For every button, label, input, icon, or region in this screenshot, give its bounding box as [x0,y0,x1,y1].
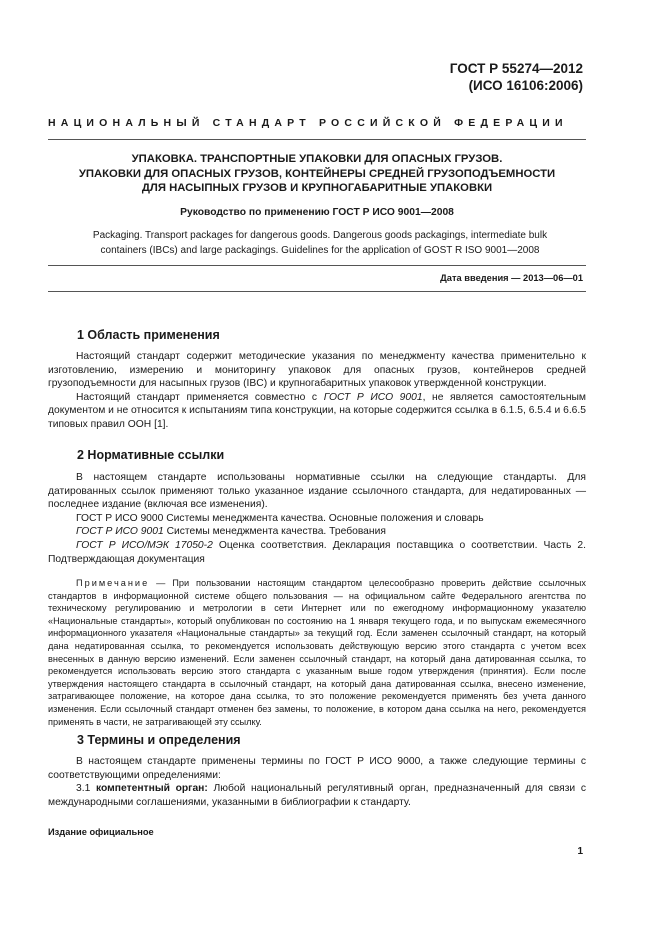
section-3-body [48,755,586,809]
text-span: , не является самостоятельным документом и не относится к испытаниям типа конструкции, на которые содержится ссылка в 6.1.5, 6.5.4 и 6.6.5 типовых правил ООН [1]. [48,391,587,430]
term-definition [48,782,586,809]
text-span: Системы менеджмента качества. Требования [163,526,386,538]
section-2-heading: 2 Нормативные ссылки [77,448,225,462]
document-subtitle: Руководство по применению ГОСТ Р ИСО 9001—2008 [180,207,454,218]
reference-code: ГОСТ Р ИСО/МЭК 17050-2 [76,539,213,551]
section-1-heading: 1 Область применения [77,328,220,342]
divider [48,139,586,140]
paragraph: В настоящем стандарте применены термины по ГОСТ Р ИСО 9000, а также следующие термины с соответствующими определениями: [48,756,586,781]
divider [48,291,586,292]
title-line: УПАКОВКИ ДЛЯ ОПАСНЫХ ГРУЗОВ, КОНТЕЙНЕРЫ СРЕДНЕЙ ГРУЗОПОДЪЕМНОСТИ [78,167,556,180]
reference-code: ГОСТ Р ИСО 9001 [76,526,164,538]
standard-code [450,60,583,94]
reference-code: ГОСТ Р ИСО 9001 [323,391,423,403]
note-text: — При пользовании настоящим стандартом целесообразно проверить действие ссылочных стандартов в информационной системе общего пользования — на официальном сайте Федерального агентства по техническому регулированию и метрологии в сети Интернет или по ежегодному информационному указателю «Национальные стандарты», который опубликован по состоянию на 1 января текущего года, и по выпускам ежемесячного информационного указателя «Национальные стандарты» за текущий год. Если заменен ссылочный стандарт, на который дана недатированная ссылка, то рекомендуется использовать действующую версию этого стандарта с учетом всех внесенных в данную версию изменений. Если заменен ссылочный стандарт, на который дана датированная ссылка, то рекомендуется использовать версию этого стандарта с указанным выше годом утверждения (принятия). Если после утверждения настоящего стандарта в ссылочный стандарт, на который дана датированная ссылка, внесено изменение, затрагивающее положение, на которое дана ссылка, то это положение рекомендуется применять без учета данного изменения. Если ссылочный стандарт отменен без замены, то положение, в котором дана ссылка на него, рекомендуется применять в части, не затрагивающей эту ссылку. [48,578,586,727]
iso-equivalent: (ИСО 16106:2006) [468,78,583,93]
english-title [60,229,580,258]
paragraph: В настоящем стандарте использованы нормативные ссылки на следующие стандарты. Для датированных ссылок применяют только указанное издание ссылочного стандарта, для недатированных — последнее издание (включая все изменения). [48,472,586,511]
term-number: 3.1 [76,783,96,795]
section-1-body [48,350,586,432]
text-span: Оценка соответствия. Декларация поставщика о соответствии. Часть 2. Подтверждающая документация [48,539,586,565]
note-label: Примечание [76,578,150,588]
term-text: Любой национальный регулятивный орган, предназначенный для связи с международными соглашениями, указанными в библиографии к стандарту. [48,783,586,808]
reference-item [48,539,586,566]
title-line: УПАКОВКА. ТРАНСПОРТНЫЕ УПАКОВКИ ДЛЯ ОПАСНЫХ ГРУЗОВ. [131,153,503,165]
paragraph: Настоящий стандарт содержит методические указания по менеджменту качества применительно к изготовлению, измерению и мониторингу упаковок для опасных грузов, контейнеров средней грузоподъемности для насыпных грузов (IBC) и крупногабаритных упаковок утвержденной конструкции. [48,351,586,390]
official-edition-label: Издание официальное [48,827,154,837]
english-title-line: containers (IBCs) and large packagings. Guidelines for the application of GOST R ISO 9001—2008 [100,244,540,256]
term-name: компетентный орган: [95,783,208,795]
divider [48,265,586,266]
section-3-heading: 3 Термины и определения [77,733,241,747]
national-standard-banner: НАЦИОНАЛЬНЫЙ СТАНДАРТ РОССИЙСКОЙ ФЕДЕРАЦИИ [48,117,568,129]
reference-item [48,525,586,539]
paragraph [48,391,586,432]
english-title-line: Packaging. Transport packages for dangerous goods. Dangerous goods packagings, intermediate bulk [92,230,548,241]
document-title [60,152,574,196]
title-line: ДЛЯ НАСЫПНЫХ ГРУЗОВ И КРУПНОГАБАРИТНЫЕ УПАКОВКИ [141,182,493,194]
page-number: 1 [577,846,583,857]
text-span: Настоящий стандарт применяется совместно с [76,391,324,403]
section-2-body [48,471,586,566]
standard-number: ГОСТ Р 55274—2012 [449,61,583,76]
reference-item: ГОСТ Р ИСО 9000 Системы менеджмента качества. Основные положения и словарь [76,512,484,524]
note [48,577,586,728]
introduction-date: Дата введения — 2013—06—01 [440,273,583,283]
